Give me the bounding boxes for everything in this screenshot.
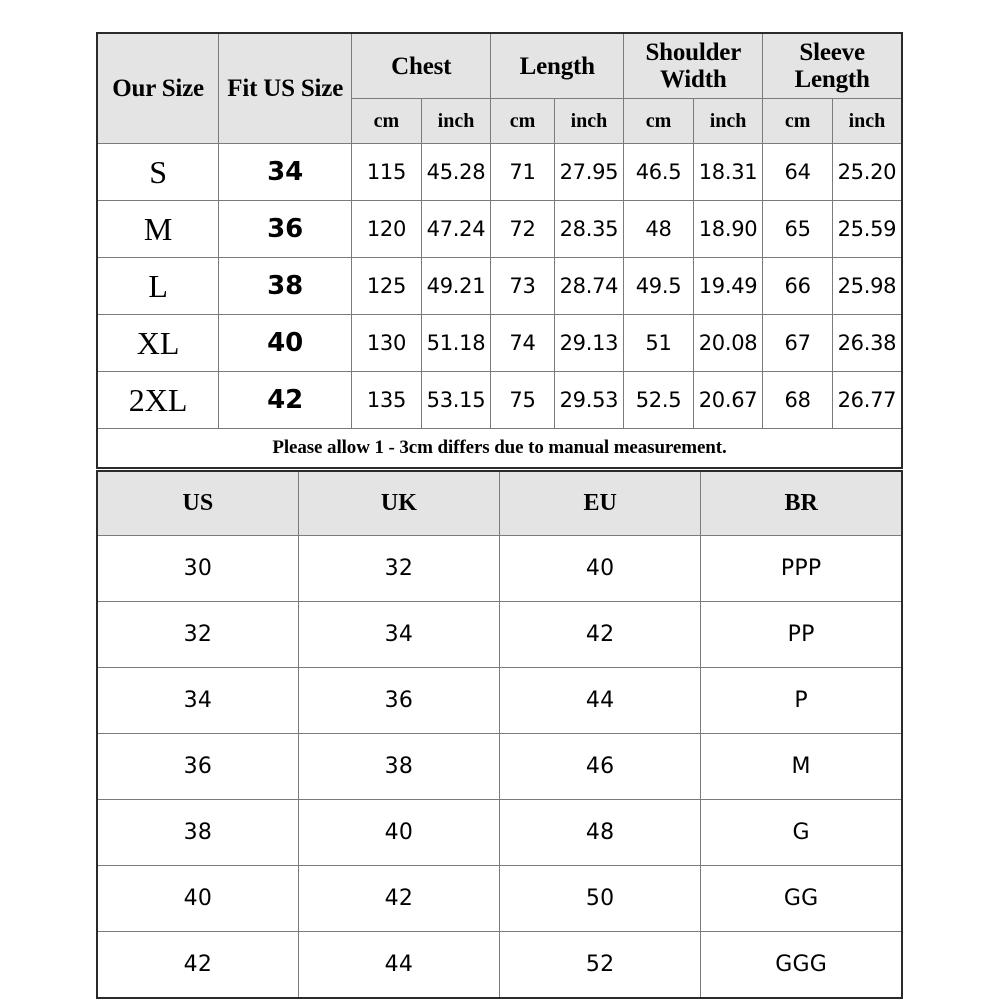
cell-uk: 44 [298,932,499,999]
cell-chest-cm: 125 [352,258,422,315]
table-row [97,372,902,429]
col-header-br: BR [701,471,902,536]
cell-us: 34 [97,668,298,734]
cell-chest-inch: 47.24 [421,201,491,258]
size-table-group-header-row [97,33,902,99]
cell-length-inch: 28.74 [554,258,624,315]
unit-header-chest-cm: cm [352,99,422,144]
unit-header-sleeve-cm: cm [763,99,833,144]
cell-length-cm: 74 [491,315,554,372]
cell-eu: 44 [500,668,701,734]
unit-header-length-cm: cm [491,99,554,144]
cell-sleeve-inch: 25.59 [832,201,902,258]
cell-br: P [701,668,902,734]
cell-shoulder-cm: 51 [624,315,694,372]
cell-sleeve-cm: 66 [763,258,833,315]
unit-header-shoulder-cm: cm [624,99,694,144]
cell-shoulder-cm: 49.5 [624,258,694,315]
table-row [97,734,902,800]
cell-length-inch: 29.13 [554,315,624,372]
cell-uk: 42 [298,866,499,932]
cell-us: 36 [97,734,298,800]
cell-chest-cm: 120 [352,201,422,258]
cell-eu: 50 [500,866,701,932]
table-row [97,602,902,668]
table-row [97,800,902,866]
cell-br: GG [701,866,902,932]
col-header-sleeve-length: Sleeve Length [763,33,902,99]
cell-us: 42 [97,932,298,999]
cell-br: PPP [701,536,902,602]
col-header-length: Length [491,33,624,99]
international-size-conversion-chart [96,470,903,999]
col-header-us: US [97,471,298,536]
table-row [97,866,902,932]
cell-length-cm: 72 [491,201,554,258]
table-row [97,144,902,201]
cell-chest-cm: 130 [352,315,422,372]
cell-uk: 34 [298,602,499,668]
cell-our-size: 2XL [97,372,219,429]
cell-length-cm: 73 [491,258,554,315]
cell-sleeve-inch: 26.38 [832,315,902,372]
col-header-eu: EU [500,471,701,536]
intl-table-body [97,536,902,999]
cell-us: 40 [97,866,298,932]
cell-our-size: L [97,258,219,315]
cell-uk: 38 [298,734,499,800]
unit-header-length-inch: inch [554,99,624,144]
cell-length-cm: 75 [491,372,554,429]
cell-our-size: S [97,144,219,201]
cell-eu: 46 [500,734,701,800]
cell-shoulder-inch: 18.90 [693,201,763,258]
cell-us: 32 [97,602,298,668]
cell-length-inch: 27.95 [554,144,624,201]
cell-fit-us-size: 34 [219,144,352,201]
cell-eu: 42 [500,602,701,668]
table-row [97,932,902,999]
cell-shoulder-inch: 20.67 [693,372,763,429]
size-table [96,32,903,469]
cell-us: 38 [97,800,298,866]
cell-shoulder-cm: 52.5 [624,372,694,429]
cell-uk: 40 [298,800,499,866]
cell-shoulder-inch: 20.08 [693,315,763,372]
table-row [97,315,902,372]
cell-sleeve-inch: 25.98 [832,258,902,315]
intl-table [96,470,903,999]
cell-fit-us-size: 42 [219,372,352,429]
cell-our-size: M [97,201,219,258]
cell-shoulder-inch: 18.31 [693,144,763,201]
cell-us: 30 [97,536,298,602]
cell-sleeve-cm: 65 [763,201,833,258]
cell-length-inch: 29.53 [554,372,624,429]
col-header-our-size: Our Size [97,33,219,144]
cell-shoulder-cm: 48 [624,201,694,258]
table-row [97,258,902,315]
cell-length-cm: 71 [491,144,554,201]
cell-length-inch: 28.35 [554,201,624,258]
cell-sleeve-cm: 67 [763,315,833,372]
table-row [97,536,902,602]
table-row [97,201,902,258]
cell-br: PP [701,602,902,668]
col-header-fit-us-size: Fit US Size [219,33,352,144]
measurement-note-row [97,429,902,469]
size-table-head [97,33,902,144]
unit-header-shoulder-inch: inch [693,99,763,144]
cell-shoulder-cm: 46.5 [624,144,694,201]
cell-chest-cm: 115 [352,144,422,201]
intl-table-head [97,471,902,536]
cell-chest-inch: 45.28 [421,144,491,201]
col-header-uk: UK [298,471,499,536]
cell-sleeve-inch: 26.77 [832,372,902,429]
cell-eu: 52 [500,932,701,999]
cell-sleeve-inch: 25.20 [832,144,902,201]
cell-br: M [701,734,902,800]
cell-shoulder-inch: 19.49 [693,258,763,315]
cell-uk: 36 [298,668,499,734]
unit-header-sleeve-inch: inch [832,99,902,144]
col-header-chest: Chest [352,33,491,99]
cell-fit-us-size: 40 [219,315,352,372]
cell-sleeve-cm: 68 [763,372,833,429]
cell-uk: 32 [298,536,499,602]
unit-header-chest-inch: inch [421,99,491,144]
cell-br: G [701,800,902,866]
table-row [97,668,902,734]
cell-chest-cm: 135 [352,372,422,429]
measurement-note: Please allow 1 - 3cm differs due to manual measurement. [97,429,902,469]
cell-fit-us-size: 38 [219,258,352,315]
measurement-size-chart [96,32,903,469]
col-header-shoulder-width: Shoulder Width [624,33,763,99]
cell-br: GGG [701,932,902,999]
cell-chest-inch: 53.15 [421,372,491,429]
cell-chest-inch: 51.18 [421,315,491,372]
cell-our-size: XL [97,315,219,372]
intl-table-header-row [97,471,902,536]
cell-fit-us-size: 36 [219,201,352,258]
cell-eu: 40 [500,536,701,602]
size-table-body [97,144,902,469]
cell-sleeve-cm: 64 [763,144,833,201]
cell-eu: 48 [500,800,701,866]
cell-chest-inch: 49.21 [421,258,491,315]
